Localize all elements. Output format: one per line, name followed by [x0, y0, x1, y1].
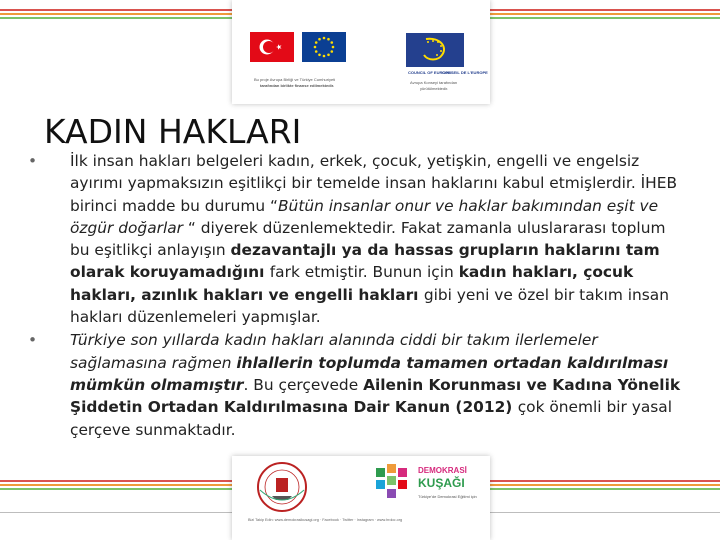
coe-name-fr: CONSEIL DE L'EUROPE	[442, 70, 488, 75]
coe-caption-line-1: Avrupa Konseyi tarafından	[410, 80, 458, 85]
bullet-1-text-4: gibi yeni ve özel bir takım insan hakları düzenlemeleri yapmışlar.	[70, 285, 669, 327]
bullet-2-emphasis-1: ihlallerin toplumda tamamen ortadan kaldırılması mümkün olmamıştır	[70, 353, 669, 394]
bullet-1-emphasis-1: dezavantajlı ya da hassas grupların haklarını tam olarak koruyamadığını	[70, 241, 660, 282]
eu-caption-line-2: tarafından birlikte finanse edilmektedir.	[260, 83, 335, 88]
eu-flag-icon	[302, 32, 346, 62]
footer-logo-panel	[232, 456, 490, 540]
democracy-belt-logo-icon	[374, 462, 414, 502]
turkey-flag-icon	[250, 32, 294, 62]
bullet-item-2	[28, 329, 688, 440]
coe-name-en: COUNCIL OF EUROPE	[408, 70, 451, 75]
bullet-1-text-1: İlk insan hakları belgeleri kadın, erkek, çocuk, yetişkin, engelli ve engelsiz ayırımı yapmaksızın eşitlikçi bir temelde insan haklarını kabul etmişlerdir. İHEB birinci madde bu durumu “	[70, 152, 678, 215]
header-logo-panel	[232, 0, 490, 104]
council-of-europe-logo-icon	[406, 33, 464, 67]
footer-links: Bizi Takip Edin: www.demokrasikusagi.org · Facebook · Twitter · Instagram · www.hrdoc.org	[248, 518, 403, 522]
bullet-2-emphasis-2: Ailenin Korunması ve Kadına Yönelik Şiddetin Ortadan Kaldırılmasına Dair Kanun (2012)	[70, 375, 681, 417]
bullet-2-text-1: Türkiye son yıllarda kadın hakları alanında ciddi bir takım ilerlemeler sağlamasına rağmen	[70, 331, 598, 372]
democracy-belt-title-2: KUŞAĞI	[418, 476, 465, 490]
bullet-1-text-3: fark etmiştir. Bunun için	[269, 263, 459, 282]
coe-caption-line-2: yürütülmektedir.	[420, 86, 449, 91]
bullet-2-text-2: . Bu çerçevede	[243, 375, 364, 394]
bullet-1-quote: Bütün insanlar onur ve haklar bakımından eşit ve özgür doğarlar	[70, 196, 659, 237]
eu-caption-line-1: Bu proje Avrupa Birliği ve Türkiye Cumhuriyeti	[254, 77, 336, 82]
democracy-belt-title-1: DEMOKRASİ	[418, 466, 467, 475]
bullet-list	[28, 150, 688, 441]
ministry-seal-icon	[252, 460, 312, 514]
page-title: KADIN HAKLARI	[44, 112, 302, 151]
bullet-2-text-3: çok önemli bir yasal çerçeve sunmaktadır.	[70, 398, 672, 439]
bullet-1-emphasis-2: kadın hakları, çocuk hakları, azınlık hakları ve engelli hakları	[70, 263, 634, 304]
bullet-marker: •	[28, 152, 38, 170]
bullet-item-1	[28, 150, 688, 328]
democracy-belt-caption: Türkiye'de Demokrasi Eğitimi için	[418, 494, 477, 499]
bullet-1-text-2: “ diyerek düzenlemektedir. Fakat zamanla uluslararası toplum bu eşitlikçi anlayışın	[70, 218, 666, 260]
bullet-marker: •	[28, 331, 38, 350]
